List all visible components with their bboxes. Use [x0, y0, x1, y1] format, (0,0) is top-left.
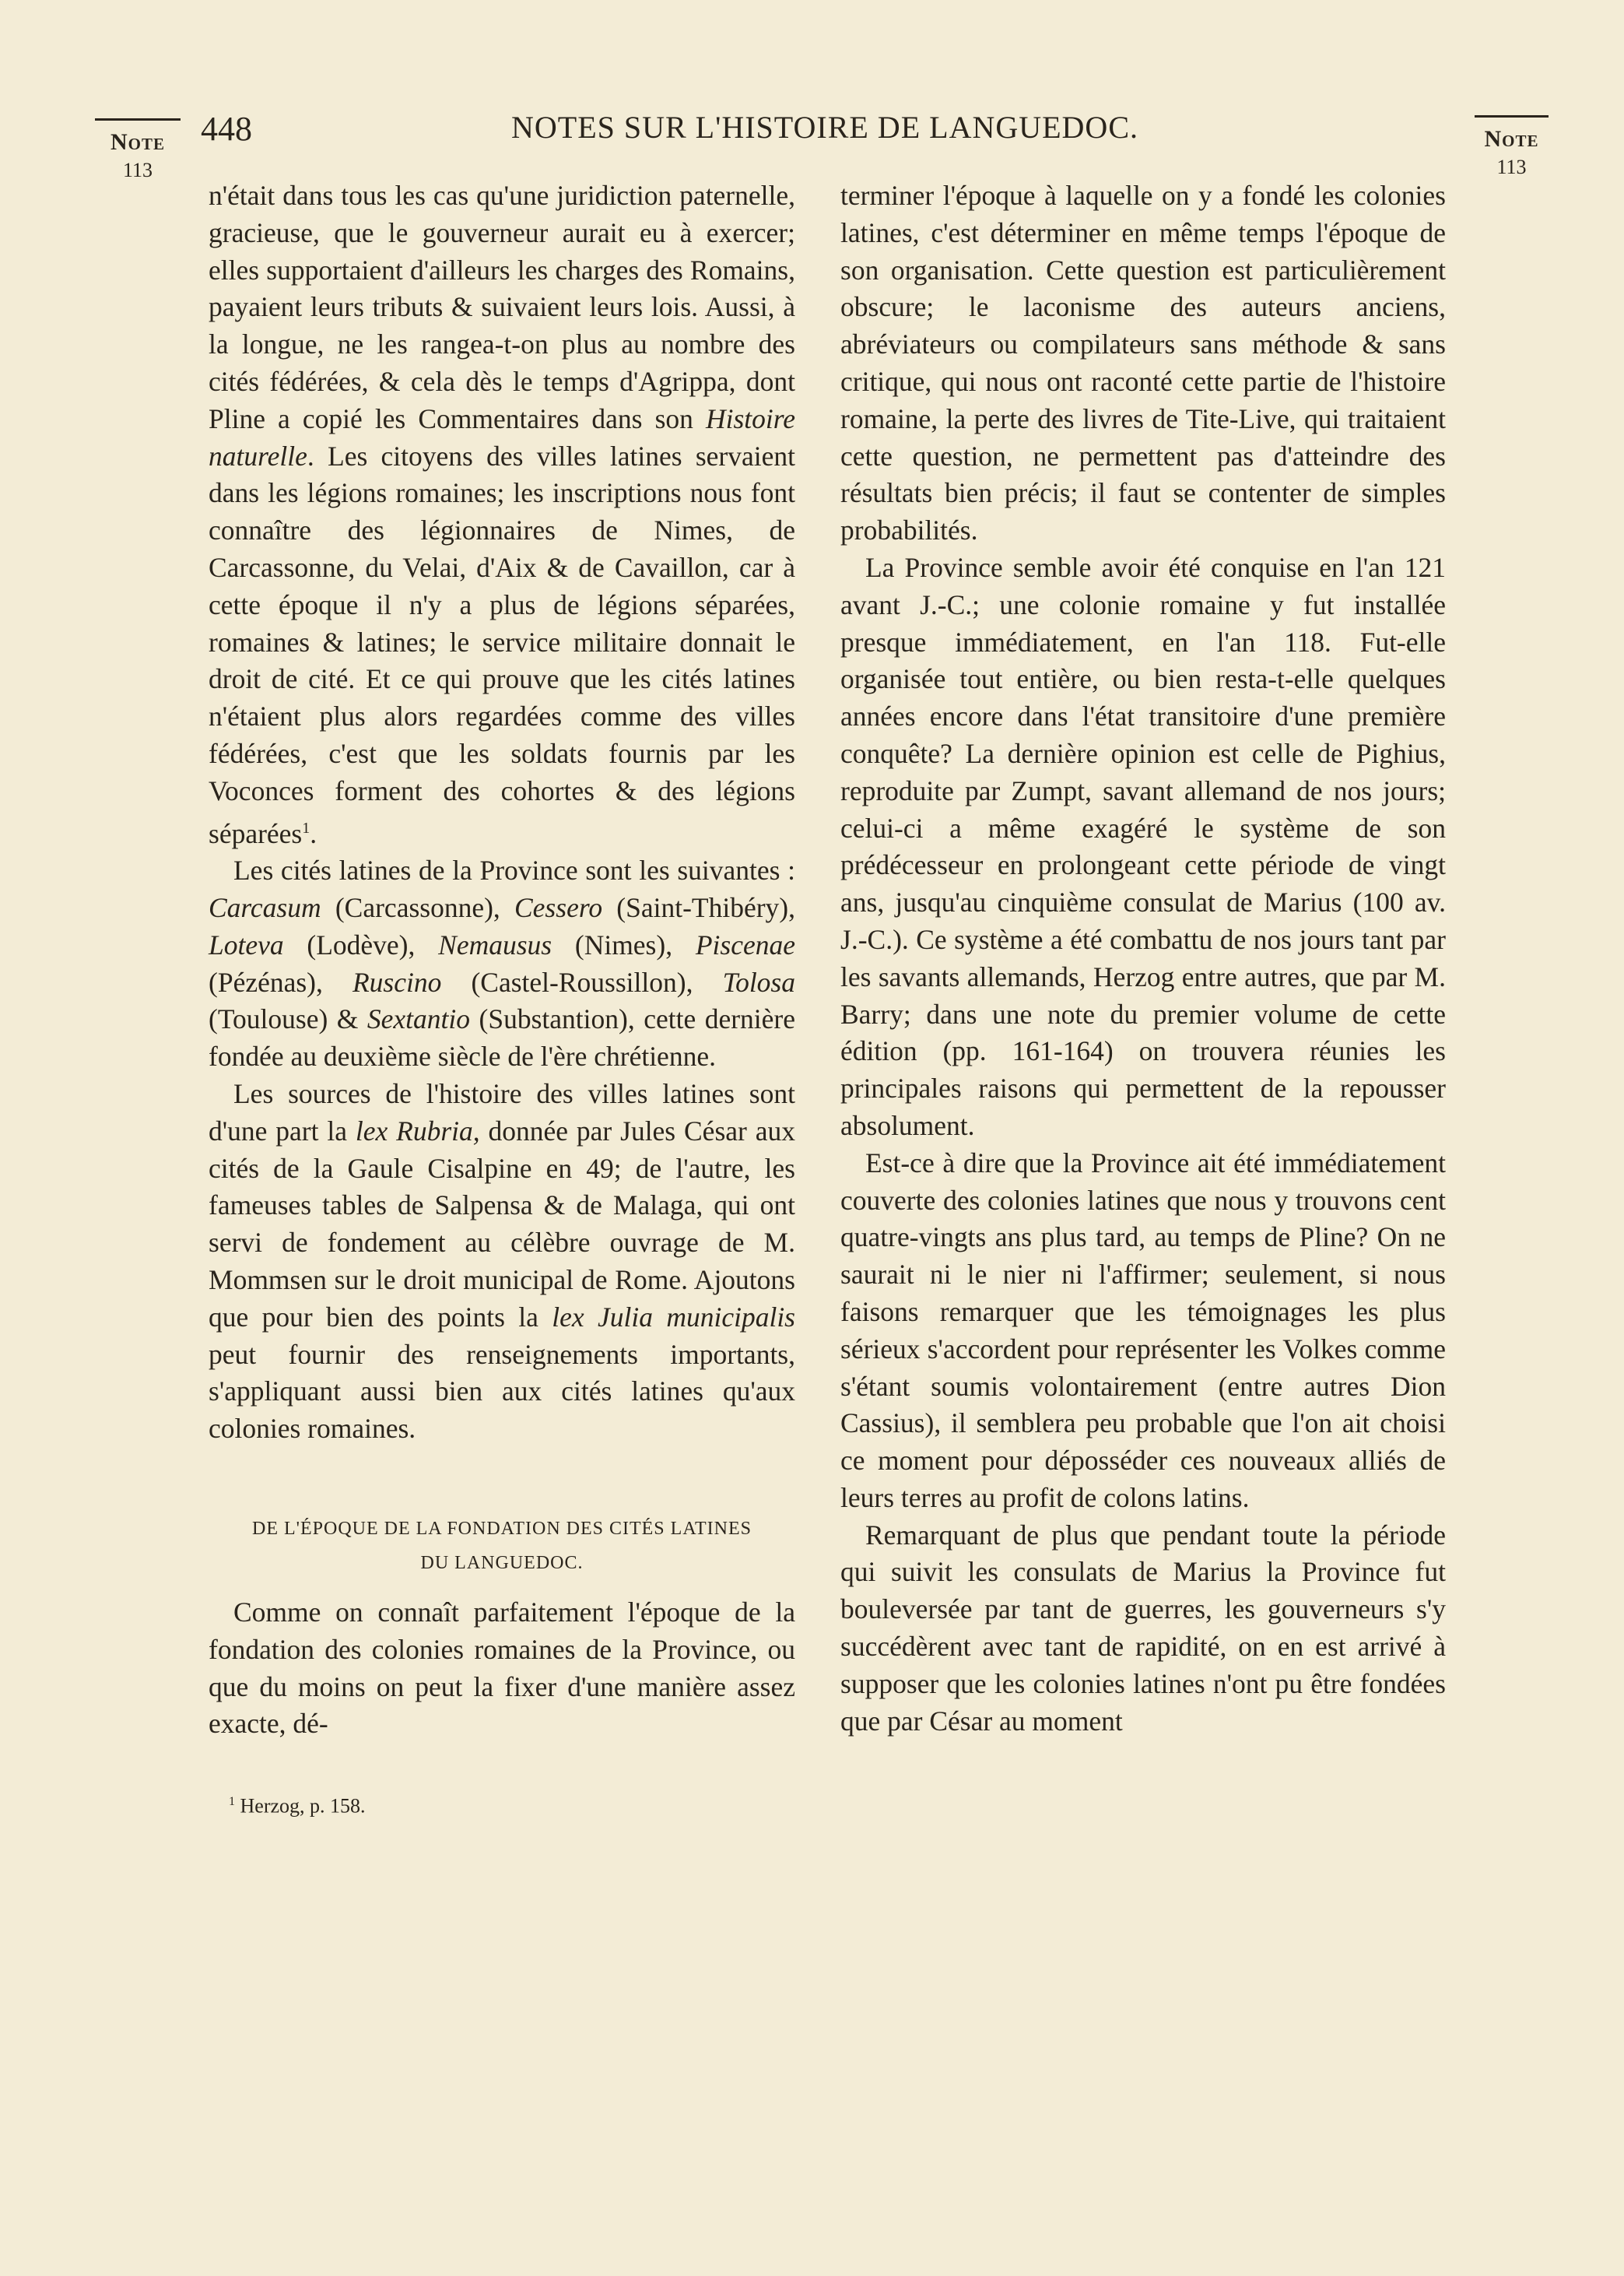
- margin-note-number: 113: [1496, 155, 1527, 178]
- paragraph: Remarquant de plus que pendant toute la période qui suivit les consulats de Marius la Province fut bouleversée par tant de guerres, les gouverneurs s'y succédèrent avec tant de rapidité, on en est arrivé à supposer que les colonies latines n'ont pu être fondées que par César au moment: [840, 1519, 1446, 1737]
- margin-note-left: [95, 118, 181, 181]
- footnote: $^1$ Herzog, p. 158.: [229, 1794, 366, 1818]
- paragraph: La Province semble avoir été conquise en l'an 121 avant J.-C.; une colonie romaine y fut installée presque immédiatement, en l'an 118. Fut-elle organisée tout entière, ou bien resta-t-elle quelques années encore dans l'état transitoire d'une première conquête? La dernière opinion est celle de Pighius, reproduite par Zumpt, savant allemand de nos jours; celui-ci a même exagéré le système de son prédécesseur en prolongeant cette période de vingt ans, jusqu'au cinquième consulat de Marius (100 av. J.-C.). Ce système a été combattu de nos jours tant par les savants allemands, Herzog entre autres, que par M. Barry; dans une note du premier volume de cette édition (pp. 161-164) on trouvera réunies les principales raisons qui permettent de la repousser absolument.: [840, 551, 1446, 1141]
- margin-rule: [95, 118, 181, 121]
- footnote-reference: 1: [302, 819, 310, 837]
- paragraph: Comme on connaît parfaitement l'époque de la fondation des colonies romaines de la Province, ou que du moins on peut la fixer d'une manière assez exacte, dé-: [209, 1596, 795, 1740]
- left-column: [209, 177, 795, 1819]
- section-heading: DE L'ÉPOQUE DE LA FONDATION DES CITÉS LATINES DU LANGUEDOC.: [252, 1518, 752, 1573]
- margin-note-label: Note: [110, 129, 165, 155]
- page-number: 448: [201, 110, 252, 148]
- right-column: [840, 177, 1446, 1740]
- paragraph: Les cités latines de la Province sont les suivantes : Carcasum (Carcassonne), Cessero (Saint-Thibéry), Loteva (Lodève), Nemausus (Nimes), Piscenae (Pézénas), Ruscino (Castel-Roussillon), Tolosa (Toulouse) & Sextantio (Substantion), cette dernière fondée au deuxième siècle de l'ère chrétienne.: [209, 855, 795, 1073]
- running-title: NOTES SUR L'HISTOIRE DE LANGUEDOC.: [510, 110, 1138, 145]
- paragraph: Les sources de l'histoire des villes latines sont d'une part la lex Rubria, donnée par Jules César aux cités de la Gaule Cisalpine en 49; de l'autre, les fameuses tables de Salpensa & de Malaga, qui ont servi de fondement au célèbre ouvrage de M. Mommsen sur le droit municipal de Rome. Ajoutons que pour bien des points la lex Julia municipalis peut fournir des renseignements importants, s'appliquant aussi bien aux cités latines qu'aux colonies romaines.: [209, 1077, 795, 1445]
- margin-note-label: Note: [1484, 126, 1539, 152]
- paragraph: n'était dans tous les cas qu'une juridiction paternelle, gracieuse, que le gouverneur aurait eu à exercer; elles supportaient d'ailleurs les charges des Romains, payaient leurs tributs & suivaient leurs lois. Aussi, à la longue, ne les rangea-t-on plus au nombre des cités fédérées, & cela dès le temps d'Agrippa, dont Pline a copié les Commentaires dans son Histoire naturelle. Les citoyens des villes latines servaient dans les légions romaines; les inscriptions nous font connaître des légionnaires de Nimes, de Carcassonne, du Velai, d'Aix & de Cavaillon, car à cette époque il n'y a plus de légions séparées, romaines & latines; le service militaire donnait le droit de cité. Et ce qui prouve que les cités latines n'étaient plus alors regardées comme des villes fédérées, c'est que les soldats fournis par les Voconces forment des cohortes & des légions séparées$^1$.: [209, 180, 796, 849]
- paragraph: Est-ce à dire que la Province ait été immédiatement couverte des colonies latines que nous y trouvons cent quatre-vingts ans plus tard, au temps de Pline? On ne saurait ni le nier ni l'affirmer; seulement, si nous faisons remarquer que les témoignages les plus sérieux s'accordent pour représenter les Volkes comme s'étant soumis volontairement (entre autres Dion Cassius), il semblera peu probable que l'on ait choisi ce moment pour déposséder ces nouveaux alliés de leurs terres au profit de colons latins.: [840, 1147, 1446, 1513]
- margin-note-right: [1475, 115, 1549, 177]
- margin-note-number: 113: [122, 158, 153, 181]
- margin-rule: [1475, 115, 1549, 118]
- paragraph: terminer l'époque à laquelle on y a fondé les colonies latines, c'est déterminer en même temps l'époque de son organisation. Cette question est particulièrement obscure; le laconisme des auteurs anciens, abréviateurs ou compilateurs sans méthode & sans critique, qui nous ont raconté cette partie de l'histoire romaine, la perte des livres de Tite-Live, qui traitaient cette question, ne permettent pas d'atteindre des résultats bien précis; il faut se contenter de simples probabilités.: [840, 180, 1446, 546]
